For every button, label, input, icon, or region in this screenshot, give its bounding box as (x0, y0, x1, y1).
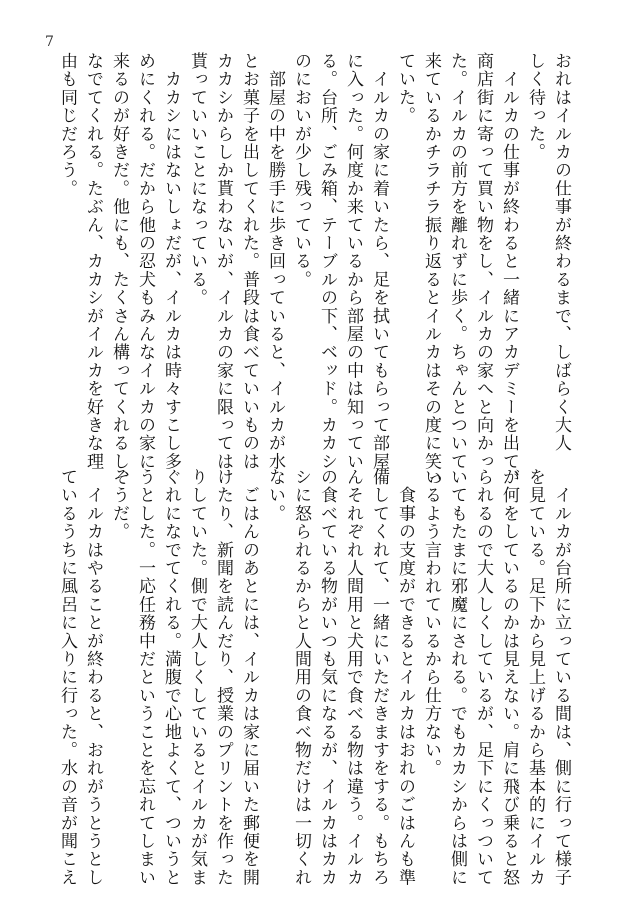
text-line: 備してくれて、一緒にいただきますをする。もちろ (369, 468, 389, 887)
text-line: けたり、新聞を読んだり、授業のプリントを作った (213, 468, 233, 887)
text-line: イルカの仕事が終わると一緒にアカデミーを出て、 (499, 52, 519, 489)
text-line: 部屋の中を勝手に歩き回っていると、イルカが水 (265, 52, 285, 471)
text-line: た。イルカの前方を離れずに歩く。ちゃんとついて (447, 52, 467, 471)
text-line: 来ているかチラチラ振り返るとイルカはその度に笑っ (421, 52, 441, 489)
text-line: 由も同じだろう。 (57, 52, 77, 198)
text-line: 食事の支度ができるとイルカはおれのごはんも準 (395, 468, 415, 887)
text-line: イルカはやることが終わると、おれがうとうとし (83, 468, 103, 887)
text-line: りしていた。側で大人しくしているとイルカが気ま (187, 468, 207, 887)
text-line: 商店街に寄って買い物をし、イルカの家へと向かっ (473, 52, 493, 471)
text-line: 貰っていいことになっている。 (187, 52, 207, 307)
text-line: の食べている物がいつも気になるが、イルカはカカ (317, 468, 337, 887)
text-line: んそれぞれ人間用と犬用で食べる物は違う。イルカ (343, 468, 363, 887)
text-line: られるので大人しくしているが、足下にくっついて (473, 468, 493, 887)
text-line: カカシにはないしょだが、イルカは時々すこし多 (161, 52, 181, 471)
text-line: なでてくれる。たぶん、カカシがイルカを好きな理 (83, 52, 103, 471)
text-line: 来るのが好きだ。他にも、たくさん構ってくれるし、 (109, 52, 129, 489)
text-line: ない。 (265, 468, 285, 523)
text-line: うとした。一応任務中だということを忘れてしまい (135, 468, 155, 887)
text-line: イルカが台所に立っている間は、側に行って様子 (551, 468, 571, 887)
text-line: おれはイルカの仕事が終わるまで、しばらく大人 (551, 52, 571, 453)
text-line: シに怒られるからと人間用の食べ物だけは一切くれ (291, 468, 311, 887)
text-line: る。台所、ごみ箱、テーブルの下、ベッド。カカシ (317, 52, 337, 471)
text-line: に入った。何度か来ているから部屋の中は知ってい (343, 52, 363, 471)
text-line: イルカの家に着いたら、足を拭いてもらって部屋 (369, 52, 389, 471)
text-line: めにくれる。だから他の忍犬もみんなイルカの家に (135, 52, 155, 471)
top-text-block (54, 52, 574, 489)
text-line: いるよう言われているから仕方ない。 (421, 468, 441, 778)
text-line: ごはんのあとには、イルカは家に届いた郵便を開 (239, 468, 259, 887)
text-line: のにおいが少し残っている。 (291, 52, 311, 289)
text-line: ているうちに風呂に入りに行った。水の音が聞こえ (57, 468, 77, 887)
text-line: とお菓子を出してくれた。普段は食べていいものは (239, 52, 259, 471)
text-line: を見ている。足下から見上げるから基本的にイルカ (525, 468, 545, 887)
text-line: ぐれになでてくれる。満腹で心地よくて、ついうと (161, 468, 181, 887)
text-line: ていた。 (395, 52, 415, 125)
bottom-text-block (54, 468, 574, 887)
page-number: 7 (45, 34, 54, 50)
text-line: いてもたまに邪魔にされる。でもカカシからは側に (447, 468, 467, 887)
text-line: しく待った。 (525, 52, 545, 162)
text-line: カカシからしか貰わないが、イルカの家に限っては (213, 52, 233, 471)
text-line: そうだ。 (109, 468, 129, 541)
text-line: が何をしているのかは見えない。肩に飛び乗ると怒 (499, 468, 519, 887)
